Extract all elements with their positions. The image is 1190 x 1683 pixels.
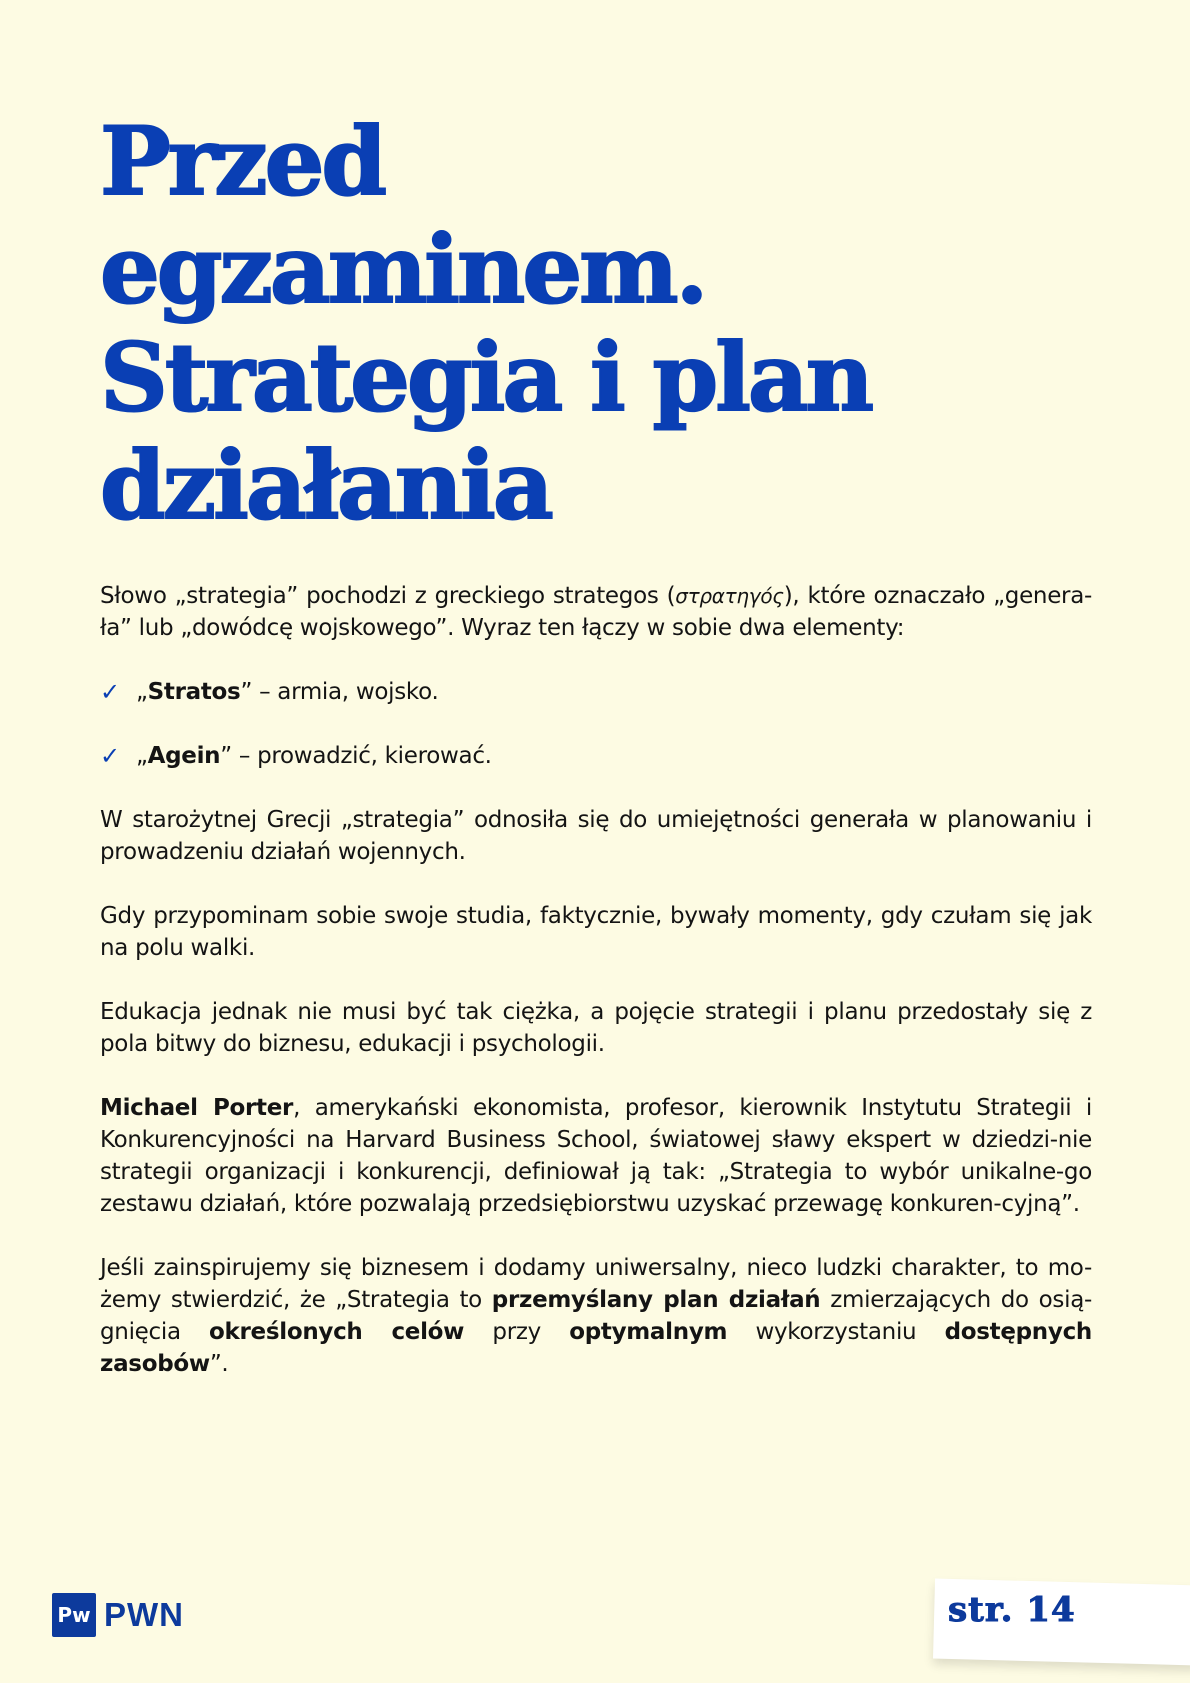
list-item: [100, 676, 1092, 708]
title-line: działania: [100, 431, 551, 541]
porter-text: , amerykański ekonomista, profesor, kierownik Instytutu Strategii i Konkurencyjności na Harvard Business School, światowej sławy ekspert w dziedzi-nie strategii organizacji i konkurencji, definiował ją tak: „Strategia to wybór unikalne-go zestawu działań, które pozwalają przedsiębiorstwu uzyskać przewagę konkuren-cyjną”.: [100, 1095, 1092, 1217]
title-line: egzaminem.: [100, 215, 706, 325]
list-item: [100, 740, 1092, 772]
bold-phrase: dostępnych zasobów: [100, 1319, 1092, 1377]
pwn-logo-icon: Pw: [52, 1593, 96, 1637]
intro-paragraph: [100, 580, 1092, 644]
term-stratos: Stratos: [147, 679, 241, 705]
greece-paragraph: W starożytnej Grecji „strategia” odnosiła się do umiejętności generała w planowaniu i prowadzeniu działań wojennych.: [100, 807, 1092, 865]
bold-phrase: określonych celów: [209, 1319, 465, 1345]
checkmark-icon: ✓: [100, 742, 120, 770]
final-paragraph: Jeśli zainspirujemy się biznesem i dodamy uniwersalny, nieco ludzki charakter, to mo-żemy stwierdzić, że „Strategia to przemyślany plan działań zmierzających do osią-gnięcia określonych celów przy optymalnym wykorzystaniu dostępnych zasobów”.: [100, 1255, 1092, 1377]
intro-text: Słowo „strategia” pochodzi z greckiego strategos (: [100, 583, 676, 609]
education-paragraph: Edukacja jednak nie musi być tak ciężka, a pojęcie strategii i planu przedostały się z pola bitwy do biznesu, edukacji i psychologii.: [100, 999, 1092, 1057]
greek-word: στρατηγός: [675, 584, 784, 608]
porter-name: Michael Porter: [100, 1095, 294, 1121]
pwn-logo-text: PWN: [104, 1596, 184, 1633]
porter-paragraph: [100, 1092, 1092, 1220]
page-number: str. 14: [948, 1590, 1076, 1630]
page-title: [100, 108, 1100, 540]
checkmark-icon: ✓: [100, 678, 120, 706]
elements-list: [100, 676, 1092, 772]
article-body: [100, 580, 1092, 1412]
studies-paragraph: Gdy przypominam sobie swoje studia, faktycznie, bywały momenty, gdy czułam się jak na polu walki.: [100, 903, 1092, 961]
pwn-logo: [52, 1593, 184, 1637]
intro-text: ), które oznaczało „genera-ła” lub „dowódcę wojskowego”. Wyraz ten łączy w sobie dwa elementy:: [100, 583, 1093, 641]
title-line: Strategia i plan: [100, 323, 872, 433]
bold-phrase: przemyślany plan działań: [491, 1287, 821, 1313]
list-item-text: „Stratos” – armia, wojsko.: [136, 679, 439, 705]
bold-phrase: optymalnym: [569, 1319, 728, 1345]
list-item-text: „Agein” – prowadzić, kierować.: [136, 743, 492, 769]
term-agein: Agein: [147, 743, 221, 769]
title-line: Przed: [100, 107, 385, 217]
